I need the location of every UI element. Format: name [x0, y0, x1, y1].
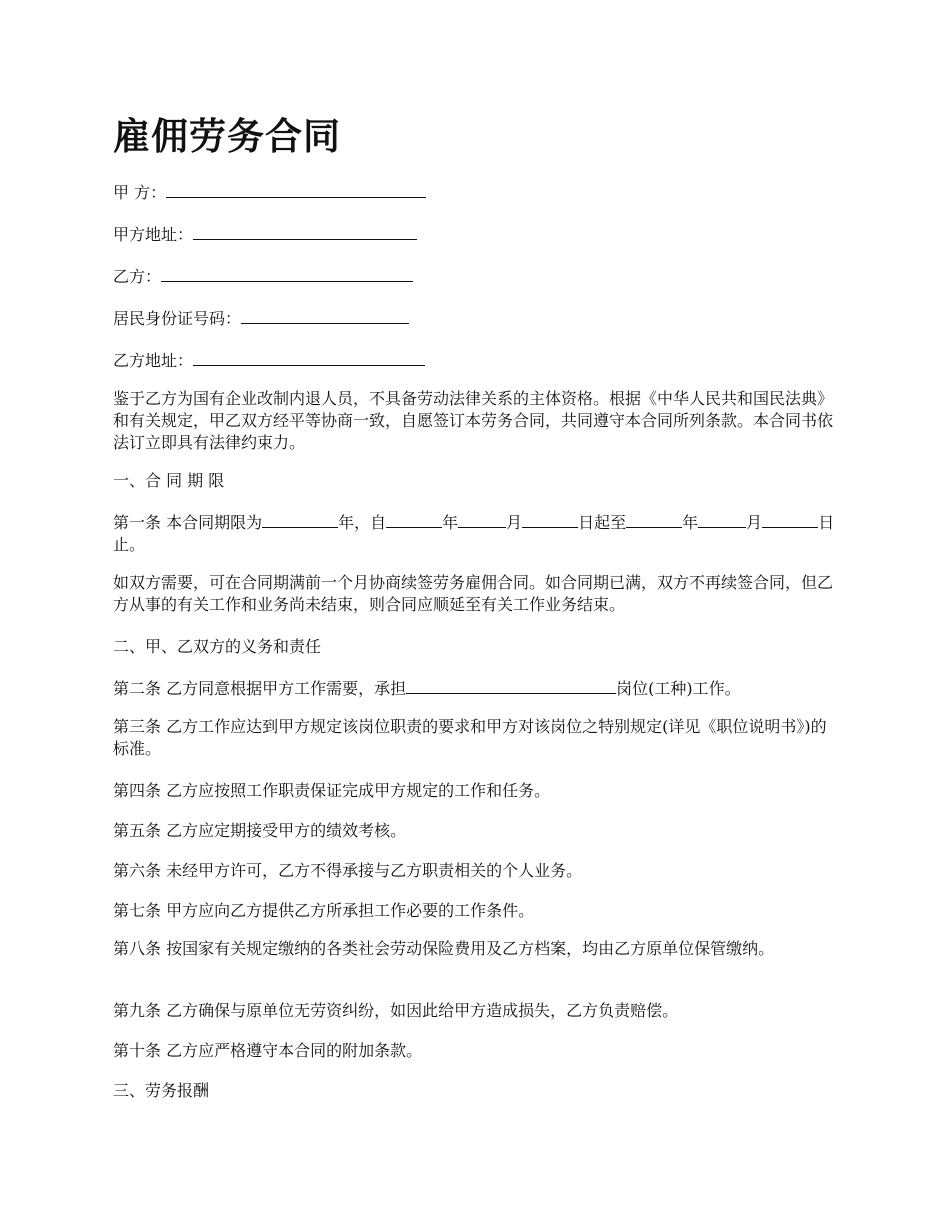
party-a-address-blank[interactable] — [193, 222, 417, 240]
article-2: 第二条 乙方同意根据甲方工作需要，承担 岗位(工种)工作。 — [113, 676, 840, 700]
party-b-blank[interactable] — [161, 264, 413, 282]
end-year-blank[interactable] — [626, 510, 682, 528]
article-1: 第一条 本合同期限为 年，自 年 月 日起至 年 月 日止。 — [113, 510, 840, 556]
section-2-heading: 二、甲、乙双方的义务和责任 — [113, 637, 322, 656]
article-9: 第九条 乙方确保与原单位无劳资纠纷，如因此给甲方造成损失，乙方负责赔偿。 — [113, 1001, 679, 1020]
party-b-address-line — [113, 348, 840, 372]
preamble-paragraph: 鉴于乙方为国有企业改制内退人员，不具备劳动法律关系的主体资格。根据《中华人民共和国民法典》和有关规定，甲乙双方经平等协商一致，自愿签订本劳务合同，共同遵守本合同所列条款。本合同书依法订立即具有法律约束力。 — [113, 389, 834, 452]
section-3-heading: 三、劳务报酬 — [113, 1081, 210, 1100]
party-a-blank[interactable] — [166, 180, 426, 198]
party-b-address-label: 乙方地址： — [113, 351, 194, 370]
article-8: 第八条 按国家有关规定缴纳的各类社会劳动保险费用及乙方档案，均由乙方原单位保管缴纳。 — [113, 939, 775, 958]
document-title: 雇佣劳务合同 — [113, 114, 341, 158]
id-number-line — [113, 306, 840, 330]
section-1-heading: 一、合 同 期 限 — [113, 471, 225, 490]
article-7: 第七条 甲方应向乙方提供乙方所承担工作必要的工作条件。 — [113, 901, 535, 920]
id-number-label: 居民身份证号码： — [113, 309, 242, 328]
start-year-blank[interactable] — [386, 510, 442, 528]
renewal-paragraph: 如双方需要，可在合同期满前一个月协商续签劳务雇佣合同。如合同期已满，双方不再续签合同，但乙方从事的有关工作和业务尚未结束，则合同应顺延至有关工作业务结束。 — [113, 573, 834, 614]
article-10: 第十条 乙方应严格遵守本合同的附加条款。 — [113, 1041, 423, 1060]
start-day-blank[interactable] — [522, 510, 578, 528]
party-b-line — [113, 264, 840, 288]
end-day-blank[interactable] — [762, 510, 818, 528]
article-5: 第五条 乙方应定期接受甲方的绩效考核。 — [113, 821, 407, 840]
contract-years-blank[interactable] — [262, 510, 338, 528]
party-a-address-line — [113, 222, 840, 246]
id-number-blank[interactable] — [241, 306, 409, 324]
party-b-label: 乙方： — [113, 267, 162, 286]
party-a-address-label: 甲方地址： — [113, 225, 194, 244]
end-month-blank[interactable] — [698, 510, 746, 528]
party-a-label: 甲 方： — [113, 183, 167, 202]
article-6: 第六条 未经甲方许可，乙方不得承接与乙方职责相关的个人业务。 — [113, 861, 583, 880]
article-4: 第四条 乙方应按照工作职责保证完成甲方规定的工作和任务。 — [113, 781, 551, 800]
article-3: 第三条 乙方工作应达到甲方规定该岗位职责的要求和甲方对该岗位之特别规定(详见《职位说明书》)的标准。 — [113, 717, 827, 758]
party-b-address-blank[interactable] — [193, 348, 425, 366]
start-month-blank[interactable] — [458, 510, 506, 528]
position-blank[interactable] — [406, 676, 616, 694]
party-a-line — [113, 180, 840, 204]
